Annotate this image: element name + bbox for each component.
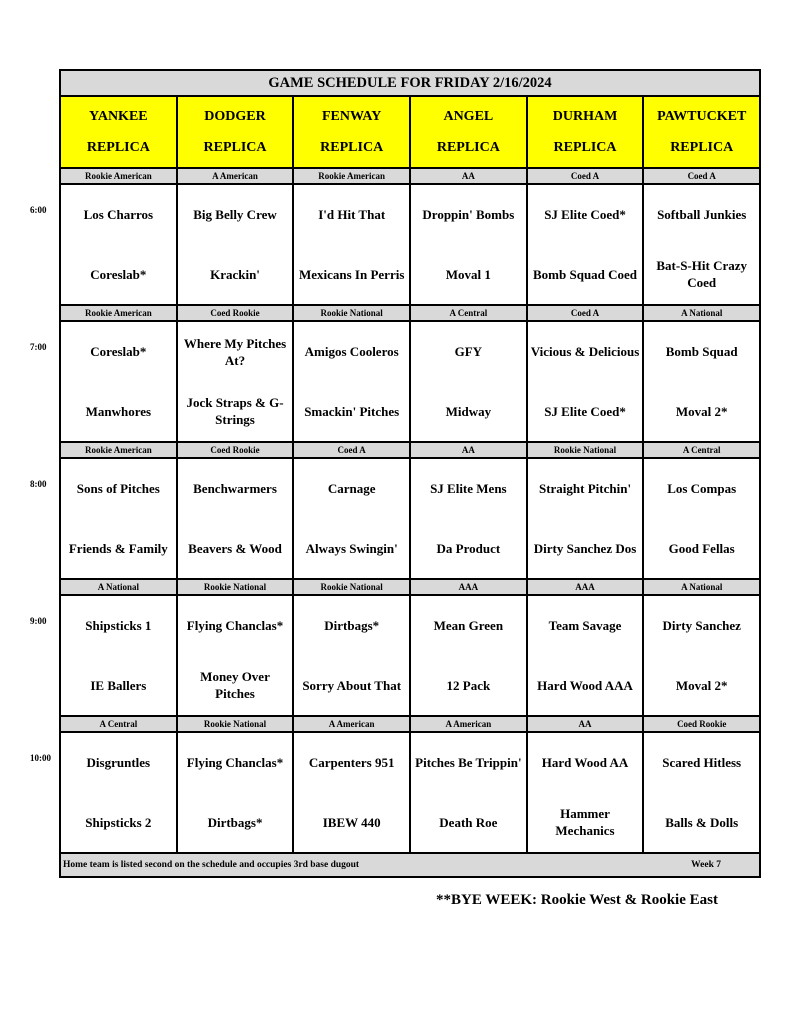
- game-cell: [411, 733, 528, 852]
- home-team: Jock Straps & G-Strings: [186, 395, 284, 428]
- game-cell: [61, 322, 178, 441]
- field-type: REPLICA: [553, 139, 617, 155]
- game-cell: [178, 459, 295, 578]
- division-label: Coed Rookie: [677, 719, 727, 729]
- field-name: YANKEE: [89, 108, 148, 124]
- field-header: [644, 97, 759, 167]
- home-team: Bomb Squad Coed: [533, 266, 638, 282]
- game-cell: [294, 322, 411, 441]
- home-team: Bat-S-Hit Crazy Coed: [656, 258, 747, 291]
- home-team: Dirtbags*: [207, 814, 263, 830]
- field-type: REPLICA: [203, 139, 267, 155]
- division-row: [61, 443, 759, 459]
- away-team: Team Savage: [548, 618, 622, 634]
- away-team: Amigos Cooleros: [304, 344, 399, 360]
- home-team: Beavers & Wood: [188, 540, 282, 556]
- away-team: GFY: [454, 344, 483, 360]
- field-name: DODGER: [204, 108, 266, 124]
- home-team: IE Ballers: [90, 677, 147, 693]
- division-label: Rookie National: [294, 306, 411, 320]
- game-row: [61, 322, 759, 443]
- game-cell: [411, 185, 528, 304]
- division-label: Coed A: [687, 171, 716, 181]
- division-label: Rookie American: [61, 443, 178, 457]
- away-team: Dirtbags*: [324, 618, 380, 634]
- game-cell: [178, 596, 295, 715]
- division-label: Rookie National: [178, 717, 295, 731]
- division-label: A National: [681, 582, 723, 592]
- away-team: Dirty Sanchez: [662, 618, 741, 634]
- away-team: Los Compas: [667, 481, 737, 497]
- field-type: REPLICA: [86, 139, 150, 155]
- game-cell: [528, 322, 645, 441]
- field-type: REPLICA: [670, 139, 734, 155]
- away-team: SJ Elite Mens: [430, 481, 507, 497]
- division-label: A American: [178, 169, 295, 183]
- division-label: Rookie National: [528, 443, 645, 457]
- away-team: Shipsticks 1: [85, 618, 152, 634]
- away-team: Bomb Squad: [665, 344, 738, 360]
- home-team: 12 Pack: [446, 677, 491, 693]
- game-cell: [411, 322, 528, 441]
- time-label: 9:00: [30, 616, 47, 626]
- field-name: DURHAM: [552, 108, 618, 124]
- game-cell: [528, 185, 645, 304]
- division-label: Coed Rookie: [178, 443, 295, 457]
- field-header-row: [61, 97, 759, 169]
- division-label: A National: [681, 308, 723, 318]
- division-label: AA: [411, 169, 528, 183]
- game-cell: [61, 459, 178, 578]
- home-team: Moval 2*: [675, 403, 728, 419]
- field-header: [178, 97, 295, 167]
- field-header: [411, 97, 528, 167]
- away-team: Pitches Be Trippin': [415, 755, 522, 771]
- time-label: 8:00: [30, 479, 47, 489]
- division-label: Rookie American: [61, 169, 178, 183]
- away-team: Hard Wood AA: [541, 755, 629, 771]
- game-row: [61, 459, 759, 580]
- division-label: A Central: [411, 306, 528, 320]
- division-row: [61, 169, 759, 185]
- away-team: SJ Elite Coed*: [544, 207, 626, 223]
- away-team: I'd Hit That: [318, 207, 386, 223]
- away-team: Where My Pitches At?: [183, 335, 287, 368]
- time-label: 6:00: [30, 205, 47, 215]
- home-team: IBEW 440: [322, 814, 381, 830]
- division-row: [61, 580, 759, 596]
- division-row: [61, 306, 759, 322]
- game-cell: [294, 733, 411, 852]
- division-label: Rookie National: [294, 580, 411, 594]
- game-cell: [644, 733, 759, 852]
- division-label: A National: [61, 580, 178, 594]
- division-label: Rookie National: [178, 580, 295, 594]
- game-cell: [528, 459, 645, 578]
- division-label: Coed A: [294, 443, 411, 457]
- home-team: SJ Elite Coed*: [544, 403, 626, 419]
- game-row: [61, 733, 759, 854]
- division-label: Rookie American: [61, 306, 178, 320]
- division-label: Rookie American: [294, 169, 411, 183]
- home-team: Mexicans In Perris: [298, 266, 405, 282]
- home-team: Da Product: [436, 540, 501, 556]
- game-row: [61, 596, 759, 717]
- game-cell: [411, 596, 528, 715]
- game-cell: [411, 459, 528, 578]
- schedule-title: GAME SCHEDULE FOR FRIDAY 2/16/2024: [61, 71, 759, 97]
- home-team: Always Swingin': [305, 540, 398, 556]
- home-team: Manwhores: [85, 403, 152, 419]
- game-cell: [294, 185, 411, 304]
- game-cell: [61, 733, 178, 852]
- away-team: Carpenters 951: [308, 755, 395, 771]
- home-team: Good Fellas: [668, 540, 735, 556]
- field-type: REPLICA: [436, 139, 500, 155]
- away-team: Big Belly Crew: [193, 207, 277, 223]
- home-team: Sorry About That: [302, 677, 402, 693]
- division-label: Coed A: [528, 169, 645, 183]
- field-header: [294, 97, 411, 167]
- away-team: Softball Junkies: [657, 207, 747, 223]
- game-cell: [178, 185, 295, 304]
- home-team: Midway: [445, 403, 492, 419]
- division-label: Coed A: [528, 306, 645, 320]
- division-label: A Central: [682, 445, 721, 455]
- bye-week-note: **BYE WEEK: Rookie West & Rookie East: [436, 892, 718, 908]
- division-label: A Central: [61, 717, 178, 731]
- away-team: Droppin' Bombs: [422, 207, 515, 223]
- home-team: Coreslab*: [90, 266, 147, 282]
- home-team: Dirty Sanchez Dos: [533, 540, 637, 556]
- away-team: Benchwarmers: [193, 481, 277, 497]
- game-cell: [61, 596, 178, 715]
- home-team: Friends & Family: [68, 540, 168, 556]
- away-team: Mean Green: [433, 618, 504, 634]
- field-name: ANGEL: [443, 108, 494, 124]
- home-team: Death Roe: [439, 814, 498, 830]
- home-team: Hard Wood AAA: [537, 677, 633, 693]
- home-team-note: Home team is listed second on the schedule and occupies 3rd base dugout: [63, 860, 360, 870]
- game-cell: [61, 185, 178, 304]
- game-cell: [644, 459, 759, 578]
- field-name: FENWAY: [321, 108, 382, 124]
- time-label: 10:00: [30, 753, 51, 763]
- division-label: AAA: [528, 580, 645, 594]
- time-label: 7:00: [30, 342, 47, 352]
- away-team: Vicious & Delicious: [530, 344, 640, 360]
- week-label: Week 7: [691, 860, 721, 870]
- time-slots: [61, 169, 759, 854]
- division-label: A American: [411, 717, 528, 731]
- field-name: PAWTUCKET: [657, 108, 747, 124]
- division-label: AAA: [411, 580, 528, 594]
- home-team: Shipsticks 2: [85, 814, 152, 830]
- division-label: Coed Rookie: [178, 306, 295, 320]
- game-cell: [644, 596, 759, 715]
- game-cell: [294, 459, 411, 578]
- away-team: Los Charros: [83, 207, 154, 223]
- home-team: Smackin' Pitches: [304, 403, 400, 419]
- away-team: Scared Hitless: [662, 755, 742, 771]
- away-team: Flying Chanclas*: [186, 755, 284, 771]
- game-cell: [528, 596, 645, 715]
- field-header: [528, 97, 645, 167]
- game-cell: [644, 322, 759, 441]
- division-label: AA: [528, 717, 645, 731]
- home-team: Balls & Dolls: [665, 814, 739, 830]
- home-team: Hammer Mechanics: [555, 806, 615, 839]
- game-cell: [178, 322, 295, 441]
- home-team: Moval 2*: [675, 677, 728, 693]
- away-team: Flying Chanclas*: [186, 618, 284, 634]
- away-team: Sons of Pitches: [76, 481, 160, 497]
- schedule-table: [59, 69, 761, 878]
- field-type: REPLICA: [320, 139, 384, 155]
- home-team: Money Over Pitches: [200, 669, 270, 702]
- division-label: A American: [294, 717, 411, 731]
- game-cell: [178, 733, 295, 852]
- game-row: [61, 185, 759, 306]
- away-team: Disgruntles: [86, 755, 151, 771]
- game-cell: [294, 596, 411, 715]
- game-cell: [528, 733, 645, 852]
- division-row: [61, 717, 759, 733]
- home-team: Moval 1: [445, 266, 491, 282]
- game-cell: [644, 185, 759, 304]
- field-header: [61, 97, 178, 167]
- home-team: Krackin': [210, 266, 260, 282]
- away-team: Coreslab*: [90, 344, 147, 360]
- schedule-footer: [61, 854, 759, 876]
- away-team: Carnage: [327, 481, 376, 497]
- away-team: Straight Pitchin': [538, 481, 632, 497]
- division-label: AA: [411, 443, 528, 457]
